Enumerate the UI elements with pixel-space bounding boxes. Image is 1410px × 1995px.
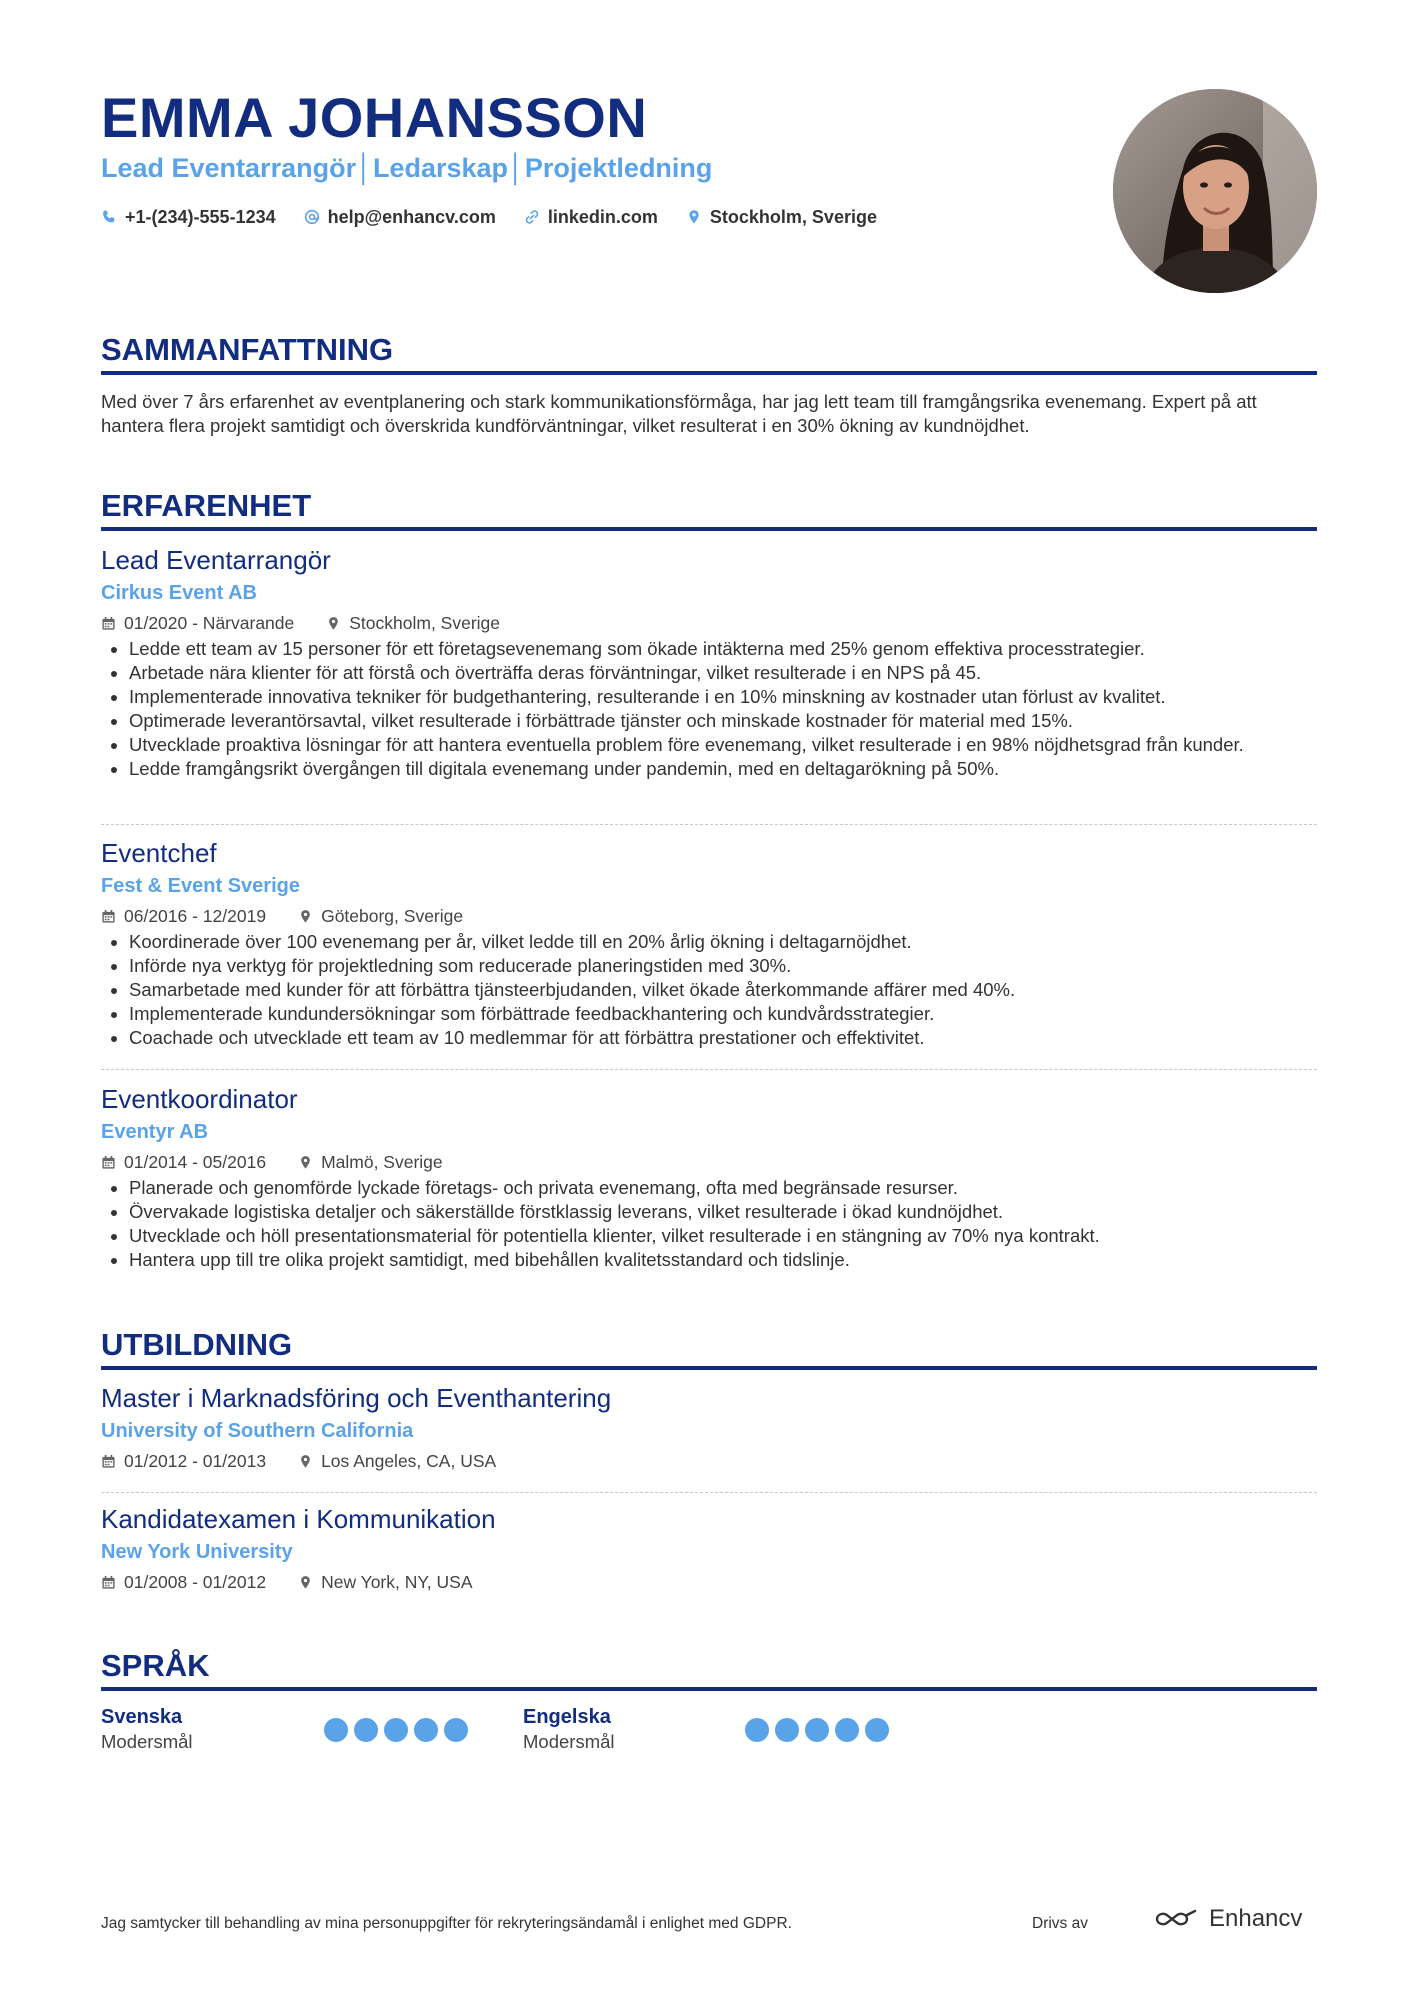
languages-rule <box>101 1687 1317 1691</box>
education-entry <box>101 1502 1317 1594</box>
rating-dot <box>835 1718 859 1742</box>
education-dates <box>101 1449 266 1473</box>
contact-linkedin[interactable] <box>524 203 658 231</box>
candidate-name: EMMA JOHANSSON <box>101 86 648 149</box>
gdpr-consent: Jag samtycker till behandling av mina personuppgifter för rekryteringsändamål i enlighet med GDPR. <box>101 1915 792 1932</box>
job-entry <box>101 836 1317 1050</box>
profile-photo <box>1113 89 1317 293</box>
job-location-text: Göteborg, Sverige <box>321 906 464 926</box>
job-location <box>298 904 463 928</box>
calendar-icon <box>101 1155 116 1170</box>
education-meta <box>101 1570 1317 1594</box>
job-meta <box>101 611 1317 635</box>
job-location <box>298 1150 443 1174</box>
education-dates-text: 01/2012 - 01/2013 <box>124 1451 267 1471</box>
education-title: UTBILDNING <box>101 1327 293 1362</box>
education-location <box>298 1449 496 1473</box>
school-name: University of Southern California <box>101 1420 414 1442</box>
job-dates <box>101 611 294 635</box>
language-item <box>101 1704 193 1754</box>
rating-dot <box>865 1718 889 1742</box>
job-entry <box>101 1082 1317 1272</box>
bullet-item: • Samarbetade med kunder för att förbättra tjänsteerbjudanden, vilket ökade återkommande affärer med 40%. <box>129 978 1317 1002</box>
job-dates-text: 01/2014 - 05/2016 <box>124 1152 267 1172</box>
bullet-item: • Koordinerade över 100 evenemang per år, vilket ledde till en 20% årlig ökning i deltagarnöjdhet. <box>129 930 1317 954</box>
summary-rule <box>101 371 1317 375</box>
company-name: Eventyr AB <box>101 1121 209 1143</box>
bullet-item: • Optimerade leverantörsavtal, vilket resulterade i förbättrade tjänster och minskade kostnader för material med 15%. <box>129 709 1317 733</box>
enhancv-infinity-icon <box>1153 1907 1199 1931</box>
location-pin-icon <box>686 209 702 225</box>
company-name: Cirkus Event AB <box>101 582 257 604</box>
education-meta <box>101 1449 1317 1473</box>
bullet-item: • Hantera upp till tre olika projekt samtidigt, med bibehållen kvalitetsstandard och tidslinje. <box>129 1248 1317 1272</box>
job-location <box>326 611 500 635</box>
language-level: Modersmål <box>101 1731 193 1752</box>
bullet-item: • Övervakade logistiska detaljer och säkerställde förstklassig leverans, vilket resulterade i ökad kundnöjdhet. <box>129 1200 1317 1224</box>
education-entry <box>101 1381 1317 1473</box>
rating-dot <box>444 1718 468 1742</box>
calendar-icon <box>101 909 116 924</box>
calendar-icon <box>101 1575 116 1590</box>
job-title: Eventkoordinator <box>101 1084 298 1114</box>
location-pin-icon <box>298 1155 313 1170</box>
experience-rule <box>101 527 1317 531</box>
job-title: Lead Eventarrangör <box>101 545 331 575</box>
portrait-illustration <box>1113 89 1317 293</box>
education-location <box>298 1570 472 1594</box>
summary-title: SAMMANFATTNING <box>101 332 394 367</box>
bullet-item: • Planerade och genomförde lyckade företags- och privata evenemang, ofta med begränsade resurser. <box>129 1176 1317 1200</box>
entry-divider <box>101 824 1317 825</box>
rating-dot <box>745 1718 769 1742</box>
job-dates-text: 06/2016 - 12/2019 <box>124 906 267 926</box>
job-bullets <box>101 930 1317 1050</box>
education-rule <box>101 1366 1317 1370</box>
company-name: Fest & Event Sverige <box>101 875 300 897</box>
job-location-text: Stockholm, Sverige <box>349 613 501 633</box>
rating-dot <box>414 1718 438 1742</box>
education-location-text: New York, NY, USA <box>321 1572 473 1592</box>
language-level: Modersmål <box>523 1731 615 1752</box>
job-dates <box>101 904 266 928</box>
school-name: New York University <box>101 1541 293 1563</box>
education-location-text: Los Angeles, CA, USA <box>321 1451 497 1471</box>
job-entry <box>101 543 1317 781</box>
summary-text: Med över 7 års erfarenhet av eventplanering och stark kommunikationsförmåga, har jag lett team till framgångsrika evenemang. Expert på att hantera flera projekt samtidigt och överskrida kundförväntningar, vilket resulterat i en 30% ökning av kundnöjdhet. <box>101 391 1257 436</box>
link-icon <box>524 209 540 225</box>
powered-by-label: Drivs av <box>1032 1915 1088 1932</box>
rating-dot <box>354 1718 378 1742</box>
linkedin-text: linkedin.com <box>547 207 658 227</box>
location-text: Stockholm, Sverige <box>709 207 877 227</box>
rating-dot <box>775 1718 799 1742</box>
location-pin-icon <box>326 616 341 631</box>
rating-dot <box>805 1718 829 1742</box>
education-dates-text: 01/2008 - 01/2012 <box>124 1572 267 1592</box>
bullet-item: • Coachade och utvecklade ett team av 10 medlemmar för att förbättra prestationer och effektivitet. <box>129 1026 1317 1050</box>
contact-location <box>686 203 877 231</box>
degree-title: Kandidatexamen i Kommunikation <box>101 1504 496 1534</box>
bullet-item: • Införde nya verktyg för projektledning som reducerade planeringstiden med 30%. <box>129 954 1317 978</box>
experience-title: ERFARENHET <box>101 488 312 523</box>
job-dates-text: 01/2020 - Närvarande <box>124 613 295 633</box>
language-item <box>523 1704 615 1754</box>
languages-title: SPRÅK <box>101 1648 210 1683</box>
job-bullets <box>101 1176 1317 1272</box>
bullet-item: • Utvecklade och höll presentationsmaterial för potentiella klienter, vilket resulterade i en stängning av 70% nya kontrakt. <box>129 1224 1317 1248</box>
job-title: Eventchef <box>101 838 217 868</box>
enhancv-logo[interactable] <box>1153 1905 1302 1933</box>
at-icon <box>304 209 320 225</box>
rating-dot <box>384 1718 408 1742</box>
job-bullets <box>101 637 1317 781</box>
entry-divider <box>101 1069 1317 1070</box>
calendar-icon <box>101 616 116 631</box>
email-text: help@enhancv.com <box>327 207 496 227</box>
entry-divider <box>101 1492 1317 1493</box>
language-name: Engelska <box>523 1706 611 1728</box>
bullet-item: • Utvecklade proaktiva lösningar för att hantera eventuella problem före evenemang, vilket resulterade i en 98% nöjdhetsgrad från kunder. <box>129 733 1317 757</box>
bullet-item: • Implementerade kundundersökningar som förbättrade feedbackhantering och kundvårdsstrategier. <box>129 1002 1317 1026</box>
bullet-item: • Arbetade nära klienter för att förstå och överträffa deras förväntningar, vilket resulterade i en NPS på 45. <box>129 661 1317 685</box>
calendar-icon <box>101 1454 116 1469</box>
language-rating <box>745 1718 889 1742</box>
contact-bar <box>101 203 877 231</box>
brand-name: Enhancv <box>1209 1905 1303 1932</box>
contact-phone[interactable] <box>101 203 276 231</box>
location-pin-icon <box>298 1575 313 1590</box>
location-pin-icon <box>298 909 313 924</box>
degree-title: Master i Marknadsföring och Eventhantering <box>101 1383 612 1413</box>
language-rating <box>324 1718 468 1742</box>
job-dates <box>101 1150 266 1174</box>
phone-text: +1-(234)-555-1234 <box>125 207 276 227</box>
headline: Lead Eventarrangör│Ledarskap│Projektledning <box>101 153 713 183</box>
job-location-text: Malmö, Sverige <box>321 1152 443 1172</box>
education-dates <box>101 1570 266 1594</box>
contact-email[interactable] <box>304 203 496 231</box>
location-pin-icon <box>298 1454 313 1469</box>
phone-icon <box>101 209 117 225</box>
job-meta <box>101 904 1317 928</box>
bullet-item: • Ledde ett team av 15 personer för ett företagsevenemang som ökade intäkterna med 25% genom effektiva processtrategier. <box>129 637 1317 661</box>
rating-dot <box>324 1718 348 1742</box>
language-name: Svenska <box>101 1706 183 1728</box>
job-meta <box>101 1150 1317 1174</box>
bullet-item: • Ledde framgångsrikt övergången till digitala evenemang under pandemin, med en deltagarökning på 50%. <box>129 757 1317 781</box>
bullet-item: • Implementerade innovativa tekniker för budgethantering, resulterande i en 10% minskning av kostnader utan förlust av kvalitet. <box>129 685 1317 709</box>
